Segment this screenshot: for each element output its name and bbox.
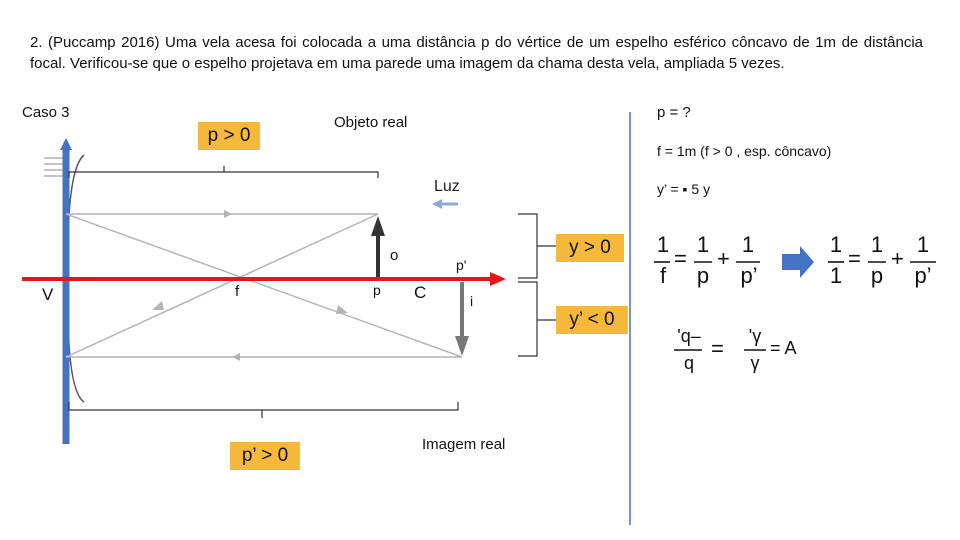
eq2-t2-num: 1 <box>916 232 930 257</box>
brace-y-prime <box>518 282 556 356</box>
light-label: Luz <box>434 178 460 195</box>
tag-y-prime-negative: y’ < 0 <box>556 306 628 334</box>
eq3-a-num: 'q– <box>677 326 701 346</box>
brace-y <box>518 214 556 278</box>
eq2-lhs-num: 1 <box>829 232 843 257</box>
eq1-t2-den: p’ <box>740 263 758 288</box>
light-rays <box>66 214 462 357</box>
ray-arrows <box>152 210 348 361</box>
eq2-t1-den: p <box>870 263 884 288</box>
eq1-plus: + <box>717 246 730 271</box>
tag-p-positive: p > 0 <box>198 122 260 150</box>
mirror-top-arrow <box>60 138 72 150</box>
image-arrow-head <box>455 336 469 356</box>
eq3-result: = A <box>770 338 797 358</box>
image-position-symbol: p' <box>456 257 467 273</box>
given-p: p = ? <box>657 104 691 121</box>
object-arrow-head <box>371 216 385 236</box>
image-symbol: i <box>470 293 474 309</box>
eq1-t1-num: 1 <box>696 232 710 257</box>
eq1-t1-den: p <box>696 263 710 288</box>
tag-y-positive: y > 0 <box>556 234 624 262</box>
given-f: f = 1m (f > 0 , esp. côncavo) <box>657 143 832 159</box>
image-real-label: Imagem real <box>422 436 506 453</box>
vertex-label: V <box>42 285 54 304</box>
object-symbol: o <box>390 247 399 264</box>
problem-statement: 2. (Puccamp 2016) Uma vela acesa foi colocada a uma distância p do vértice de um espelho esférico côncavo de 1m de distância focal. Verificou-se que o espelho projetava em uma parede uma imagem da chama desta vela, ampliada 5 vezes. <box>30 34 923 72</box>
focus-label: f <box>235 283 240 300</box>
eq3-b-den: γ <box>750 353 760 373</box>
object-real-label: Objeto real <box>334 114 408 131</box>
tag-p-prime-positive: p’ > 0 <box>230 442 300 470</box>
eq2-equals: = <box>848 246 861 271</box>
eq3-b-num: 'γ <box>748 326 762 346</box>
object-position-symbol: p <box>373 282 381 298</box>
eq3-equals: = <box>711 336 724 361</box>
given-y-prime: y’ = ▪ 5 y <box>657 181 711 197</box>
eq2-lhs-den: 1 <box>829 263 843 288</box>
eq1-lhs-den: f <box>659 263 667 288</box>
eq1-t2-num: 1 <box>741 232 755 257</box>
eq2-plus: + <box>891 246 904 271</box>
brace-p <box>69 166 378 178</box>
optical-axis-arrow <box>490 272 506 286</box>
implies-arrow <box>782 246 814 278</box>
brace-p-prime <box>69 402 458 418</box>
eq2-t1-num: 1 <box>870 232 884 257</box>
eq3-a-den: q <box>683 353 694 373</box>
center-label: C <box>414 283 427 302</box>
case-label: Caso 3 <box>22 104 70 121</box>
eq1-equals: = <box>674 246 687 271</box>
mirror-hatch <box>44 158 64 176</box>
eq1-lhs-num: 1 <box>656 232 670 257</box>
eq2-t2-den: p’ <box>914 263 932 288</box>
